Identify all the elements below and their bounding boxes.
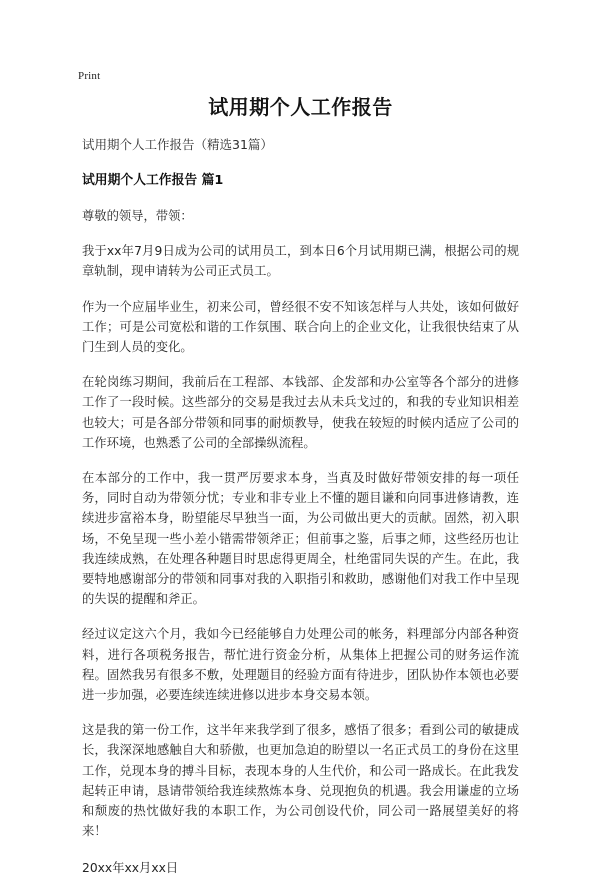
body-paragraph: 我于xx年7月9日成为公司的试用员工，到本日6个月试用期已满，根据公司的规章轨制，现申请转为公司正式员工。 — [82, 244, 519, 279]
body-paragraph: 在本部分的工作中，我一贯严厉要求本身，当真及时做好带领安排的每一项任务，同时自动为带领分忧；专业和非专业上不懂的题目谦和向同事进修请教，连续进步富裕本身，盼望能尽早独当一面，为公司做出更大的贡献。固然，初入职场，不免呈现一些小差小错需带领斧正；但前事之鉴，后事之师，这些经历也让我连续成熟，在处理各种题目时思虑得更周全，杜绝雷同失误的产生。在此，我要特地感谢部分的带领和同事对我的入职指引和救助，感谢他们对我工作中呈现的失误的提醒和斧正。 — [82, 471, 519, 607]
signature-date: 20xx年xx月xx日 — [82, 861, 179, 876]
section-heading: 试用期个人工作报告 篇1 — [82, 173, 224, 188]
document-subtitle: 试用期个人工作报告（精选31篇） — [82, 137, 273, 152]
salutation-text: 尊敬的领导，带领： — [82, 209, 193, 223]
body-paragraph: 作为一个应届毕业生，初来公司，曾经很不安不知该怎样与人共处，该如何做好工作；可是公司宽松和谐的工作氛围、联合向上的企业文化，让我很快结束了从门生到人员的变化。 — [82, 299, 519, 355]
print-link[interactable]: Print — [78, 70, 101, 82]
body-paragraph: 在轮岗练习期间，我前后在工程部、本钱部、企发部和办公室等各个部分的进修工作了一段时候。这些部分的交易是我过去从未兵戈过的，和我的专业知识相差也较大；可是各部分带领和同事的耐烦教导，使我在较短的时候内适应了公司的工作环境，也熟悉了公司的全部操纵流程。 — [82, 375, 519, 450]
body-paragraph: 这是我的第一份工作，这半年来我学到了很多，感悟了很多；看到公司的敏捷成长，我深深地感触自大和骄傲，也更加急迫的盼望以一名正式员工的身份在这里工作，兑现本身的搏斗目标，表现本身的人生代价，和公司一路成长。在此我发起转正申请，恳请带领给我连续熬炼本身、兑现抱负的机遇。我会用谦虚的立场和颓废的热忱做好我的本职工作，为公司创设代价，同公司一路展望美好的将来！ — [82, 723, 519, 839]
page-title: 试用期个人工作报告 — [208, 95, 393, 119]
document-body — [82, 92, 519, 879]
body-paragraph: 经过议定这六个月，我如今已经能够自力处理公司的帐务，料理部分内部各种资料，进行各项税务报告，帮忙进行资金分析，从集体上把握公司的财务运作流程。固然我另有很多不敷，处理题目的经验方面有待进步，团队协作本领也必要进一步加强，必要连续连续进修以进步本身交易本领。 — [82, 627, 519, 703]
